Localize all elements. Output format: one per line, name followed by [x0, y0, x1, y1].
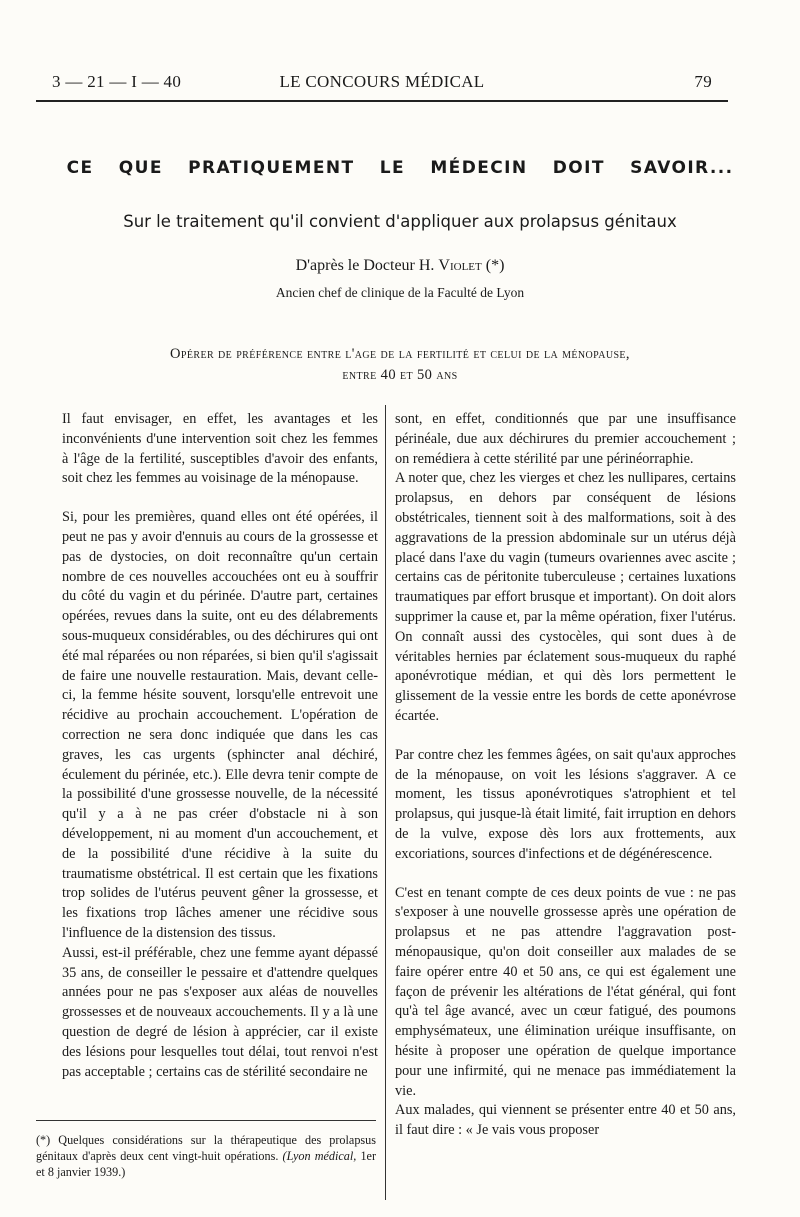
journal-title: LE CONCOURS MÉDICAL	[279, 72, 485, 91]
byline-prefix: D'après le Docteur H.	[295, 257, 439, 274]
footnote-rule	[36, 1120, 376, 1121]
author-affiliation: Ancien chef de clinique de la Faculté de Lyon	[275, 285, 525, 300]
footnote-date: 1er et 8 janvier 1939.)	[36, 1149, 376, 1179]
paragraph: Aux malades, qui viennent se présenter entre 40 et 50 ans, il faut dire : « Je vais vous proposer	[395, 1102, 736, 1139]
header-rule	[36, 100, 728, 102]
paragraph: Si, pour les premières, quand elles ont été opérées, il peut ne pas y avoir d'ennuis au cours de la grossesse et pas de dystocies, on doit reconnaître qu'un certain nombre de ces nouvelles accouchées ont eu à souffrir du côté du vagin et du périnée. D'autre part, certaines opérées, revues dans la suite, ont eu des délabrements sous-muqueux considérables, ou des déchirures qui ont été mal réparées ou non réparées, si bien qu'il s'agissait de faire une nouvelle restauration. Mais, devant celle-ci, la femme hésite souvent, lorsqu'elle entrevoit une récidive au prochain accouchement. L'opération de correction ne sera donc indiquée que dans les cas graves, les cas urgents (sphincter anal déchiré, éculement du périnée, etc.). Elle devra tenir compte de la possibilité d'une grossesse nouvelle, de la nécessité qu'il y a à ne pas créer d'obstacle ni à son développement, ni au moment d'un accouchement, et de la possibilité d'une récidive à la suite du traumatisme obstétrical. Il est certain que les fixations trop solides de l'utérus peuvent gêner la grossesse, et les fixations trop lâches amener une récidive sous l'influence de la distension des tissus.	[62, 509, 378, 941]
author-surname: Violet	[438, 257, 482, 274]
paragraph: C'est en tenant compte de ces deux points de vue : ne pas s'exposer à une nouvelle grossesse après une opération de prolapsus et ne pas attendre l'aggravation post-ménopausique, qu'on doit conseiller aux malades de se faire opérer entre 40 et 50 ans, ce qui est également une façon de prévenir les altérations de l'état général, qui font qu'à tel âge avancé, avec un cœur fatigué, des poumons emphysémateux, une élimination uréique insuffisante, on hésite à proposer une opération de quelque importance pour une infirmité, qui ne menace pas immédiatement la vie.	[395, 884, 736, 1099]
article-headline: CE QUE PRATIQUEMENT LE MÉDECIN DOIT SAVOIR...	[66, 158, 734, 178]
byline	[60, 257, 740, 275]
footnote-text: (*) Quelques considérations sur la thérapeutique des prolapsus génitaux d'après deux cent vingt-huit opérations.	[36, 1133, 376, 1163]
paragraph: A noter que, chez les vierges et chez les nullipares, certains prolapsus, en dehors par conséquent de lésions obstétricales, tiennent soit à des malformations, soit à des aggravations de la pression abdominale sur un utérus déjà placé dans l'axe du vagin (tumeurs ovariennes avec ascite ; certains cas de péritonite tuberculeuse ; certaines luxations traumatiques par effort brusque et important). On doit alors supprimer la cause et, par la même opération, fixer l'utérus. On connaît aussi des cystocèles, qui sont dues à de véritables hernies par éclatement sous-muqueux du raphé aponévrotique médian, et qui dès lors permettent le glissement de la vessie entre les bords de cette aponévrose écartée.	[395, 470, 736, 724]
paragraph: Aussi, est-il préférable, chez une femme ayant dépassé 35 ans, de conseiller le pessaire et d'attendre quelques années pour ne pas s'exposer aux aléas de nouvelles grossesses et de nouveaux accouchements. Il y a là une question de degré de lésion à apprécier, car il existe des lésions pour lesquelles tout délai, tout renvoi n'est pas acceptable ; certains cas de stérilité secondaire ne	[62, 944, 378, 1080]
paragraph: sont, en effet, conditionnés que par une insuffisance périnéale, due aux déchirures du premier accouchement ; on remédiera à cette stérilité par une périnéorraphie.	[395, 411, 736, 467]
section-heading	[40, 344, 760, 386]
issue-date: 3 — 21 — I — 40	[52, 72, 182, 91]
left-column	[62, 410, 378, 1082]
running-header	[52, 72, 712, 98]
section-heading-line-2: entre 40 et 50 ans	[342, 367, 458, 383]
column-divider	[385, 405, 386, 1200]
footnote	[36, 1132, 376, 1180]
paragraph: Par contre chez les femmes âgées, on sait qu'aux approches de la ménopause, on voit les lésions s'aggraver. A ce moment, les tissus aponévrotiques s'atrophient et tel prolapsus, qui jusque-là était limité, fait irruption en dehors de la vulve, expose dès lors aux frottements, aux excoriations, sources d'infections et de dégénérescence.	[395, 746, 736, 862]
paragraph: Il faut envisager, en effet, les avantages et les inconvénients d'une intervention soit chez les femmes à l'âge de la fertilité, susceptibles d'avoir des enfants, soit chez les femmes au voisinage de la ménopause.	[62, 411, 378, 487]
right-column	[395, 410, 736, 1141]
footnote-mark: (*)	[481, 257, 505, 274]
article-subtitle: Sur le traitement qu'il convient d'appliquer aux prolapsus génitaux	[123, 212, 677, 231]
footnote-source: (Lyon médical,	[282, 1149, 357, 1163]
page-number: 79	[694, 72, 712, 91]
section-heading-line-1: Opérer de préférence entre l'age de la fertilité et celui de la ménopause,	[170, 346, 630, 362]
